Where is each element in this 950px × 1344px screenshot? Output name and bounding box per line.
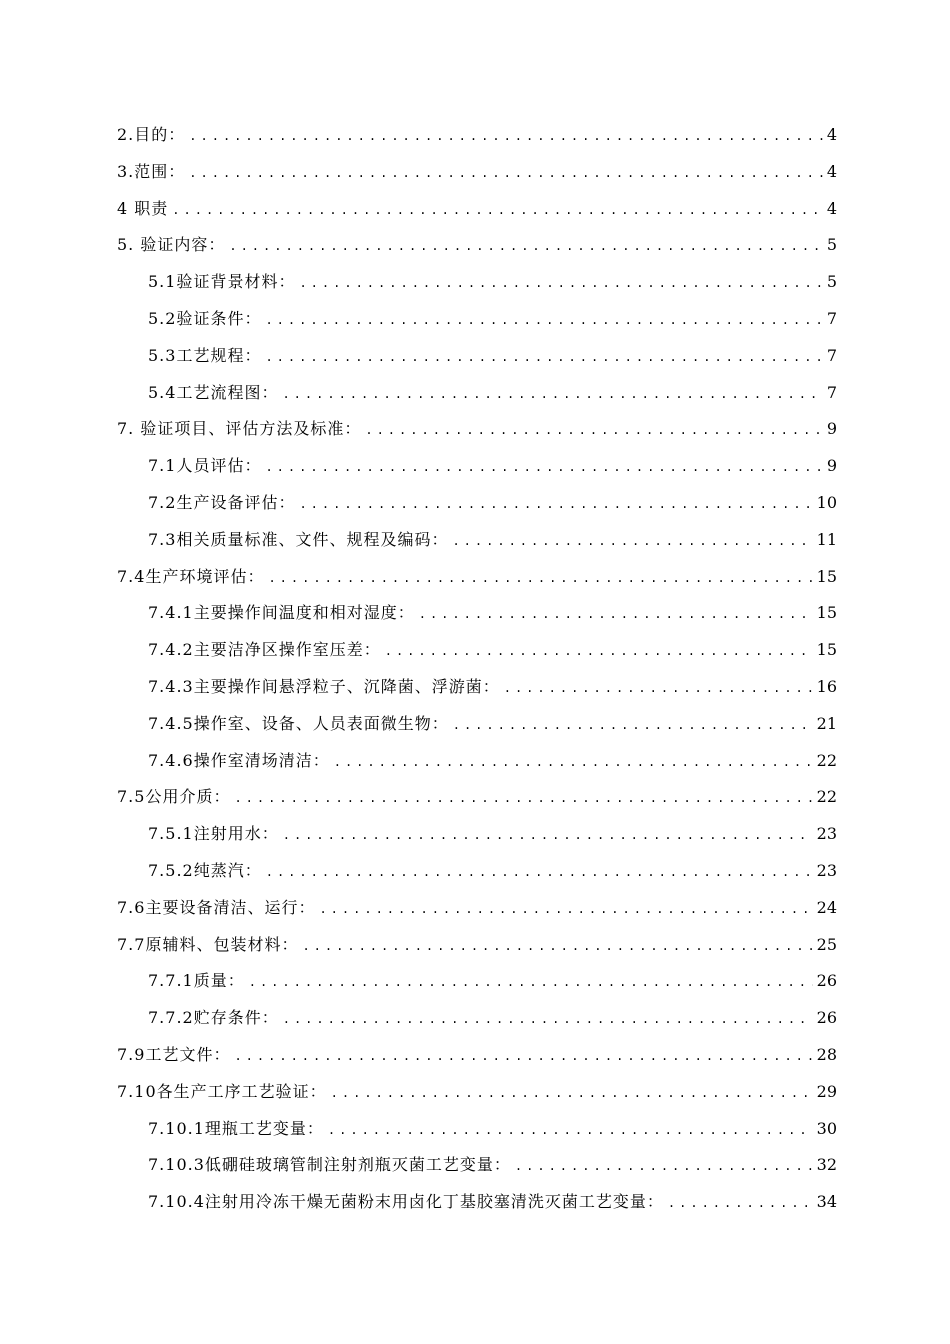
toc-dot-leader (234, 791, 812, 805)
toc-entry-title: 5. 验证内容： (117, 235, 226, 255)
toc-entry-page: 34 (816, 1192, 837, 1212)
toc-entry[interactable] (117, 858, 837, 895)
toc-dot-leader (334, 755, 813, 769)
toc-entry[interactable] (117, 711, 837, 748)
toc-entry-title: 7.5公用介质： (117, 787, 231, 807)
toc-entry[interactable] (117, 196, 837, 233)
toc-entry-page: 30 (816, 1118, 837, 1138)
toc-dot-leader (189, 129, 823, 143)
toc-dot-leader (302, 939, 812, 953)
toc-dot-leader (452, 534, 812, 548)
toc-entry-title: 2.目的： (117, 125, 186, 144)
toc-entry[interactable] (117, 380, 837, 417)
toc-dot-leader (266, 865, 813, 879)
toc-entry-title: 7.4生产环境评估： (117, 566, 265, 586)
toc-entry-title: 7.7.1质量： (148, 971, 245, 991)
toc-entry-page: 4 (826, 125, 837, 144)
table-of-contents (117, 122, 837, 1226)
toc-entry-page: 28 (816, 1044, 837, 1064)
toc-entry-page: 16 (816, 676, 837, 696)
toc-entry[interactable] (117, 674, 837, 711)
toc-entry-page: 24 (816, 897, 837, 917)
toc-entry[interactable] (117, 1042, 837, 1079)
toc-dot-leader (328, 1123, 813, 1137)
toc-entry-page: 22 (816, 787, 837, 807)
toc-entry-title: 7.5.2纯蒸汽： (148, 860, 262, 880)
toc-entry-page: 29 (816, 1081, 837, 1101)
toc-entry-page: 4 (826, 161, 837, 181)
toc-entry-title: 7.4.3主要操作间悬浮粒子、沉降菌、浮游菌： (148, 676, 500, 696)
toc-entry-title: 7.2生产设备评估： (148, 492, 296, 512)
toc-dot-leader (299, 276, 822, 290)
toc-entry[interactable] (117, 122, 837, 159)
toc-entry-page: 7 (826, 345, 837, 365)
toc-entry-title: 7.7.2贮存条件： (148, 1008, 279, 1028)
toc-entry[interactable] (117, 1005, 837, 1042)
toc-entry[interactable] (117, 1116, 837, 1153)
toc-entry[interactable] (117, 159, 837, 196)
toc-dot-leader (453, 718, 813, 732)
toc-entry-page: 4 (826, 198, 837, 218)
toc-entry-page: 21 (816, 713, 837, 733)
toc-entry-title: 3.范围： (117, 161, 186, 181)
toc-entry[interactable] (117, 232, 837, 269)
toc-entry-title: 7.4.6操作室清场清洁： (148, 750, 330, 770)
toc-entry[interactable] (117, 564, 837, 601)
toc-entry[interactable] (117, 453, 837, 490)
toc-entry[interactable] (117, 968, 837, 1005)
toc-entry-title: 4 职责 (117, 198, 169, 218)
toc-entry-title: 5.1验证背景材料： (148, 272, 296, 292)
toc-entry[interactable] (117, 269, 837, 306)
toc-entry-title: 7.10各生产工序工艺验证： (117, 1081, 327, 1101)
toc-entry-page: 15 (816, 603, 837, 623)
toc-entry[interactable] (117, 932, 837, 969)
toc-entry-title: 7.1人员评估： (148, 456, 262, 476)
toc-entry[interactable] (117, 784, 837, 821)
toc-entry-page: 7 (826, 382, 837, 402)
toc-entry-page: 26 (816, 971, 837, 991)
toc-dot-leader (282, 387, 822, 401)
toc-entry[interactable] (117, 748, 837, 785)
toc-entry[interactable] (117, 821, 837, 858)
toc-dot-leader (268, 571, 812, 585)
toc-entry-title: 7.10.4注射用冷冻干燥无菌粉末用卤化丁基胶塞清洗灭菌工艺变量： (148, 1192, 664, 1212)
toc-entry-title: 7. 验证项目、评估方法及标准： (117, 419, 362, 439)
toc-entry-title: 7.10.1理瓶工艺变量： (148, 1118, 324, 1138)
toc-dot-leader (265, 313, 822, 327)
toc-entry-page: 15 (816, 640, 837, 660)
toc-entry-title: 7.9工艺文件： (117, 1044, 231, 1064)
toc-entry-title: 7.6主要设备清洁、运行： (117, 897, 316, 917)
toc-dot-leader (504, 681, 813, 695)
toc-entry-page: 5 (826, 272, 837, 292)
toc-entry-page: 10 (816, 492, 837, 512)
toc-entry-page: 15 (816, 566, 837, 586)
toc-entry[interactable] (117, 306, 837, 343)
toc-dot-leader (299, 497, 812, 511)
toc-entry[interactable] (117, 1189, 837, 1226)
toc-entry-page: 32 (816, 1155, 837, 1175)
toc-entry-page: 25 (816, 934, 837, 954)
toc-dot-leader (229, 239, 822, 253)
toc-entry[interactable] (117, 343, 837, 380)
toc-dot-leader (234, 1049, 812, 1063)
toc-dot-leader (249, 975, 813, 989)
toc-entry-title: 7.7原辅料、包装材料： (117, 934, 299, 954)
toc-dot-leader (283, 828, 813, 842)
toc-entry-page: 23 (816, 860, 837, 880)
toc-dot-leader (265, 350, 822, 364)
toc-entry-title: 7.4.2主要洁净区操作室压差： (148, 640, 381, 660)
toc-dot-leader (331, 1086, 813, 1100)
toc-dot-leader (265, 460, 822, 474)
toc-dot-leader (172, 203, 823, 217)
toc-entry-title: 7.3相关质量标准、文件、规程及编码： (148, 529, 449, 549)
toc-entry[interactable] (117, 1079, 837, 1116)
toc-entry-page: 26 (816, 1008, 837, 1028)
toc-entry[interactable] (117, 895, 837, 932)
toc-entry-page: 9 (826, 456, 837, 476)
toc-entry[interactable] (117, 416, 837, 453)
toc-dot-leader (283, 1012, 813, 1026)
toc-entry-title: 7.10.3低硼硅玻璃管制注射剂瓶灭菌工艺变量： (148, 1155, 511, 1175)
toc-dot-leader (419, 607, 813, 621)
toc-entry-title: 7.5.1注射用水： (148, 824, 279, 844)
toc-entry[interactable] (117, 637, 837, 674)
toc-entry-title: 5.2验证条件： (148, 308, 262, 328)
toc-entry-page: 5 (826, 235, 837, 255)
toc-dot-leader (385, 644, 813, 658)
toc-entry[interactable] (117, 600, 837, 637)
toc-entry-page: 11 (816, 529, 837, 549)
toc-entry-title: 7.4.1主要操作间温度和相对湿度： (148, 603, 415, 623)
toc-dot-leader (668, 1196, 813, 1210)
toc-entry[interactable] (117, 1152, 837, 1189)
toc-entry-page: 7 (826, 308, 837, 328)
toc-entry-title: 5.4工艺流程图： (148, 382, 279, 402)
toc-dot-leader (365, 423, 822, 437)
toc-entry-title: 5.3工艺规程： (148, 345, 262, 365)
toc-dot-leader (319, 902, 812, 916)
toc-entry-page: 23 (816, 824, 837, 844)
toc-dot-leader (189, 166, 823, 180)
toc-entry-title: 7.4.5操作室、设备、人员表面微生物： (148, 713, 449, 733)
toc-entry-page: 22 (816, 750, 837, 770)
toc-entry[interactable] (117, 527, 837, 564)
toc-entry[interactable] (117, 490, 837, 527)
toc-entry-page: 9 (826, 419, 837, 439)
toc-dot-leader (515, 1159, 813, 1173)
